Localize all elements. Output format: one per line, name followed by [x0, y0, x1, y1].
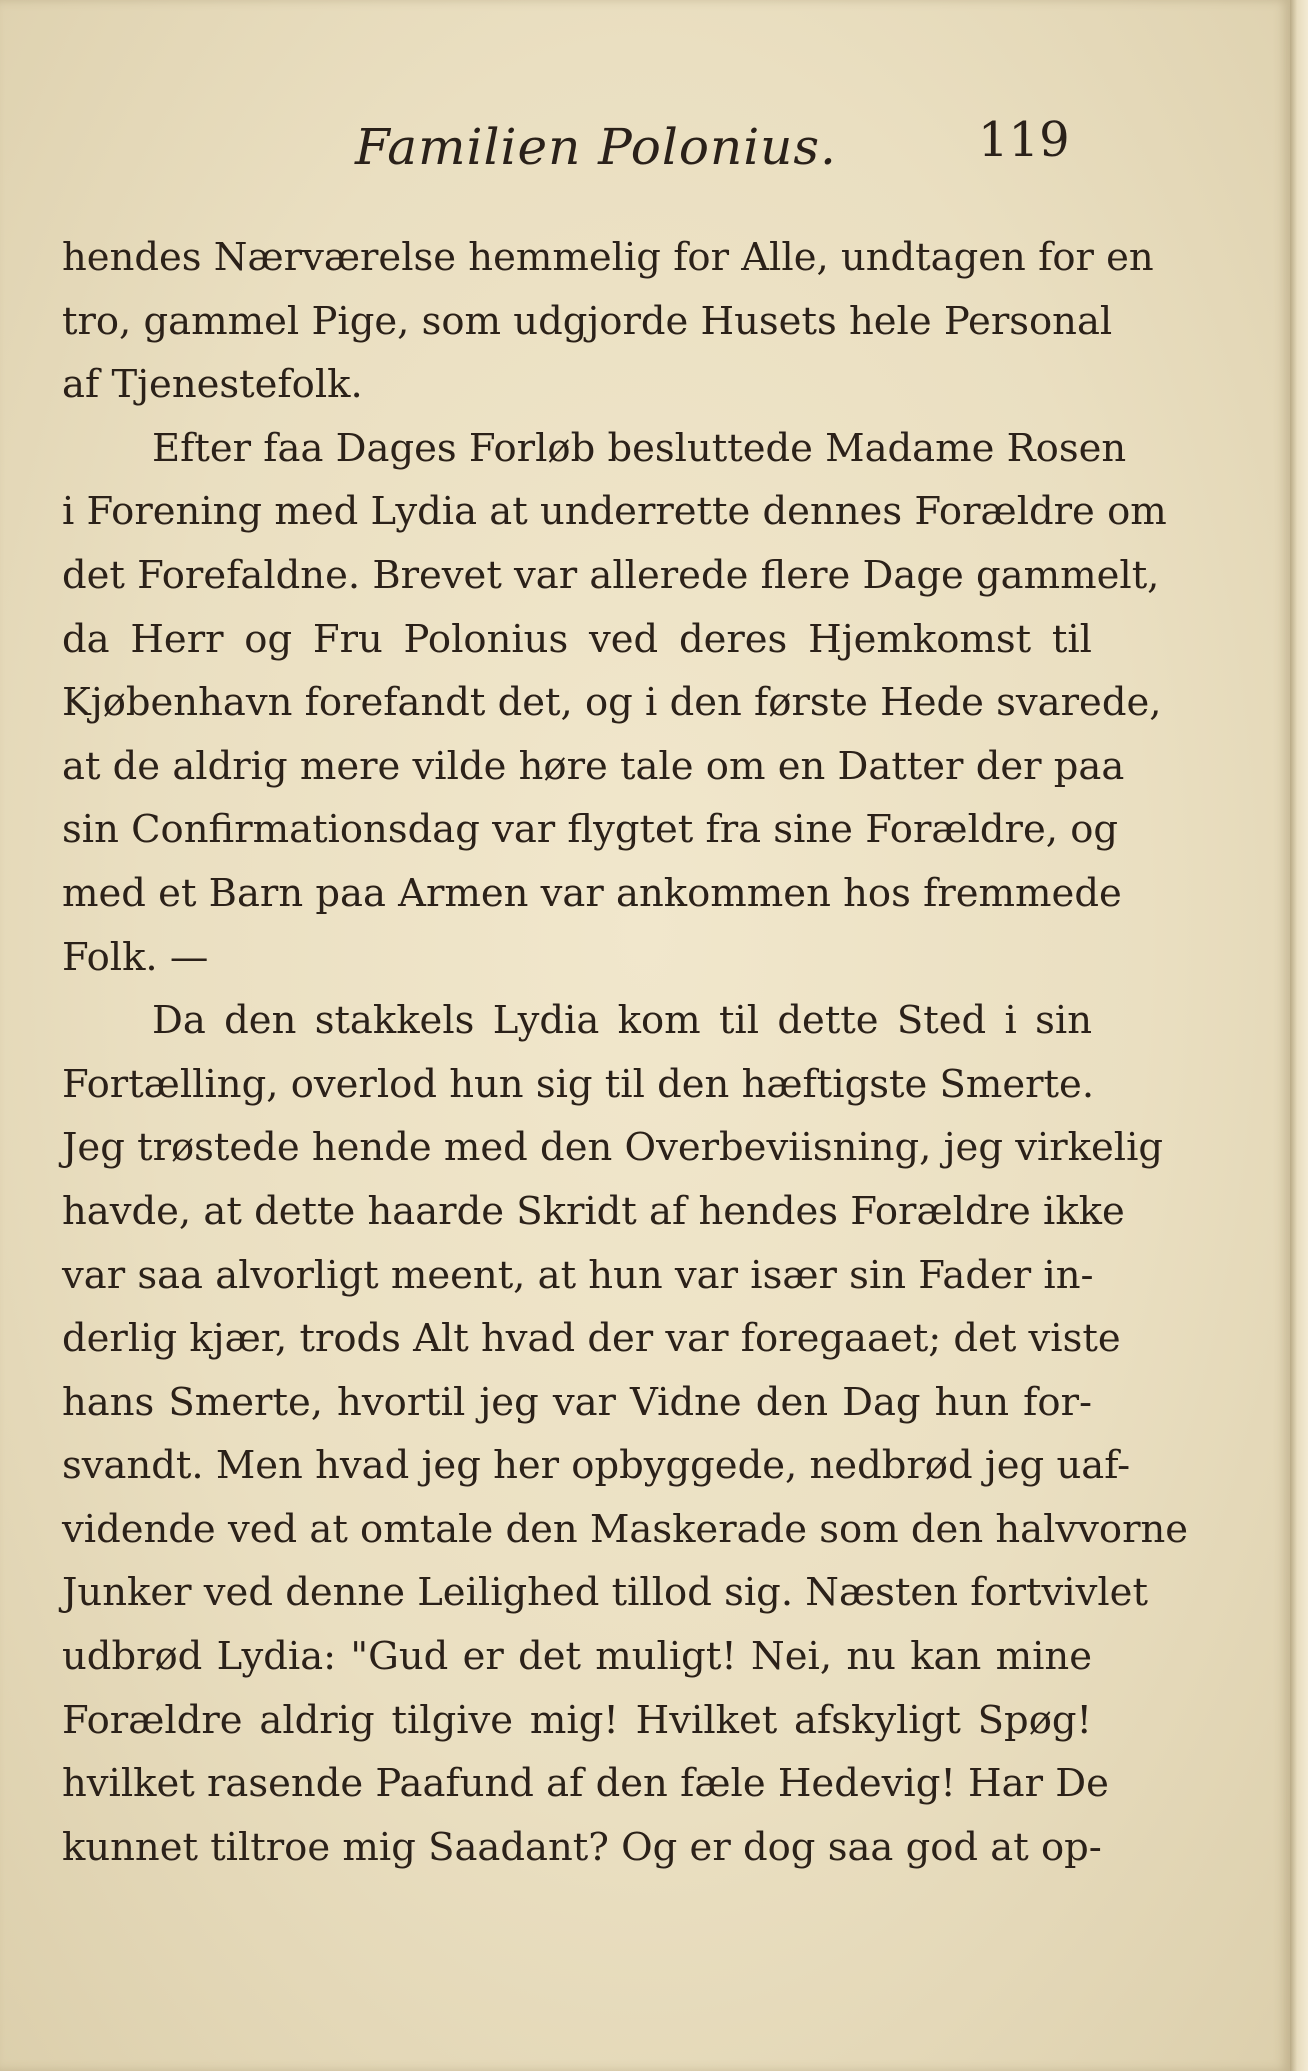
- text-line: vidende ved at omtale den Maskerade som den halvvorne: [62, 1506, 1189, 1552]
- text-line: Kjøbenhavn forefandt det, og i den første Hede svarede,: [62, 680, 1162, 726]
- text-line: sin Confirmationsdag var flygtet fra sine Forældre, og: [62, 807, 1119, 853]
- text-line: Jeg trøstede hende med den Overbeviisning, jeg virkelig: [62, 1125, 1164, 1171]
- text-line: da Herr og Fru Polonius ved deres Hjemkomst til: [62, 616, 1092, 662]
- text-line: havde, at dette haarde Skridt af hendes Forældre ikke: [62, 1188, 1125, 1234]
- text-line: Folk. —: [62, 934, 209, 980]
- text-line: det Forefaldne. Brevet var allerede flere Dage gammelt,: [62, 552, 1160, 598]
- page-header: [0, 108, 1290, 188]
- text-line: i Forening med Lydia at underrette dennes Forældre om: [62, 489, 1167, 535]
- page-edge: [1290, 0, 1308, 2071]
- text-line: Da den stakkels Lydia kom til dette Sted i sin: [152, 998, 1092, 1044]
- text-line: Fortælling, overlod hun sig til den hæftigste Smerte.: [62, 1061, 1095, 1107]
- text-line: at de aldrig mere vilde høre tale om en Datter der paa: [62, 743, 1125, 789]
- text-line: med et Barn paa Armen var ankommen hos fremmede: [62, 870, 1122, 916]
- text-line: udbrød Lydia: "Gud er det muligt! Nei, nu kan mine: [62, 1634, 1092, 1680]
- text-line: tro, gammel Pige, som udgjorde Husets hele Personal: [62, 298, 1113, 344]
- text-line: af Tjenestefolk.: [62, 362, 363, 408]
- running-title: Familien Polonius.: [355, 118, 837, 176]
- text-line: Junker ved denne Leilighed tillod sig. Næsten fortvivlet: [62, 1570, 1148, 1616]
- text-line: var saa alvorligt meent, at hun var især sin Fader in-: [62, 1252, 1094, 1298]
- text-line: hvilket rasende Paafund af den fæle Hedevig! Har De: [62, 1761, 1109, 1807]
- text-line: derlig kjær, trods Alt hvad der var foregaaet; det viste: [62, 1316, 1121, 1362]
- text-line: Efter faa Dages Forløb besluttede Madame Rosen: [152, 425, 1127, 471]
- text-line: svandt. Men hvad jeg her opbyggede, nedbrød jeg uaf-: [62, 1443, 1131, 1489]
- text-line: hans Smerte, hvortil jeg var Vidne den Dag hun for-: [62, 1379, 1092, 1425]
- text-line: kunnet tiltroe mig Saadant? Og er dog saa god at op-: [62, 1824, 1102, 1870]
- text-line: Forældre aldrig tilgive mig! Hvilket afskyligt Spøg!: [62, 1697, 1092, 1743]
- text-line: hendes Nærværelse hemmelig for Alle, undtagen for en: [62, 235, 1154, 280]
- page-number: 119: [978, 112, 1070, 168]
- body-text: [62, 226, 1189, 1879]
